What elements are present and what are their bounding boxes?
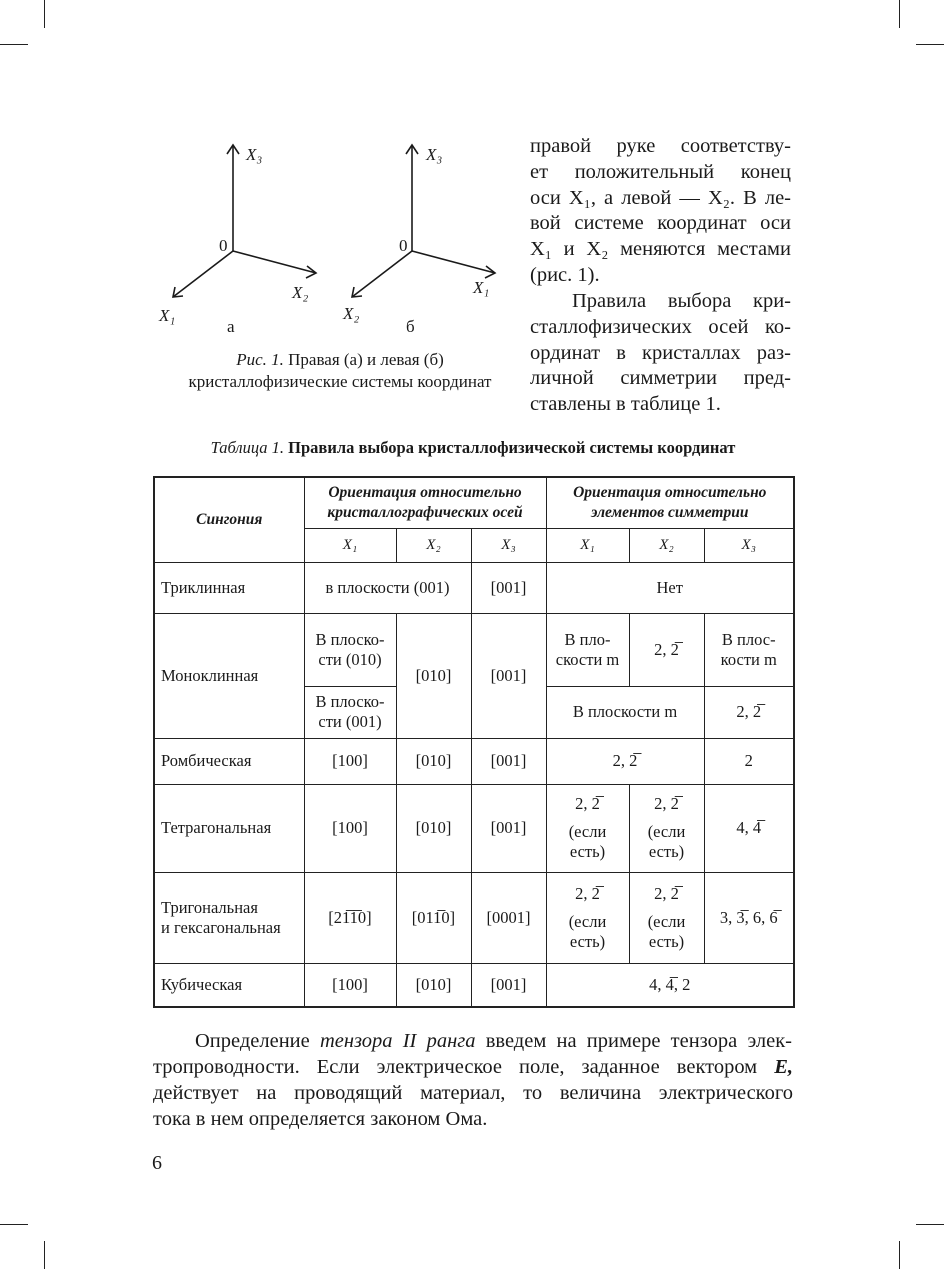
crop-mark: [0, 1224, 28, 1225]
cell: [001]: [471, 562, 546, 613]
cell: [629, 872, 704, 963]
figure-caption-line2: кристаллофизические системы координат: [188, 372, 492, 391]
caption-prefix: Рис. 1.: [236, 350, 284, 369]
body-line: действует на проводящий материал, то величина электрического: [153, 1082, 793, 1104]
header-axis: X₂: [629, 528, 704, 562]
body-line: X₁ и X₂ меняются местами: [530, 238, 791, 260]
body-line: (рис. 1).: [530, 264, 600, 286]
syngony-name: Ромбическая: [154, 738, 304, 784]
table-row: [154, 738, 794, 784]
crop-mark: [0, 44, 28, 45]
cell: 4, 4̅, 2: [546, 963, 794, 1007]
cell-value: 2, 2̅: [575, 883, 600, 903]
page-number: 6: [152, 1152, 162, 1174]
cell: [001]: [471, 613, 546, 738]
vector-symbol: E,: [774, 1056, 793, 1078]
origin-label: 0: [399, 236, 408, 255]
cell-note: (если есть): [568, 822, 607, 861]
subfigure-label: а: [227, 317, 235, 336]
term: тензора II ранга: [319, 1030, 476, 1052]
cell: В плоско-сти (001): [304, 686, 396, 738]
header-crystallographic: Ориентация относительно кристаллографических осей: [304, 477, 546, 528]
cell: [010]: [396, 963, 471, 1007]
crop-mark: [899, 0, 900, 28]
cell: [001]: [471, 963, 546, 1007]
cell: Нет: [546, 562, 794, 613]
body-line: правой руке соответству-: [530, 135, 791, 157]
axis-label: X₃: [426, 145, 443, 164]
cell-note: (если есть): [647, 911, 686, 951]
table-row: [154, 784, 794, 872]
cell-value: 2, 2̅: [654, 794, 679, 813]
body-line: тока в нем определяется законом Ома.: [153, 1108, 488, 1130]
body-line: сталлофизических осей ко-: [530, 316, 791, 338]
crop-mark: [916, 1224, 944, 1225]
cell: В пло-скости m: [546, 613, 629, 686]
origin-label: 0: [219, 236, 228, 255]
name-line: Тригональная: [161, 897, 258, 917]
cell-value: 2, 2̅: [575, 794, 600, 813]
cell: [100]: [304, 784, 396, 872]
syngony-name: [154, 872, 304, 963]
crop-mark: [899, 1241, 900, 1269]
header-axis: X₂: [396, 528, 471, 562]
cell: [011̅0]: [396, 872, 471, 963]
cell: 2: [704, 738, 794, 784]
cell: [0001]: [471, 872, 546, 963]
cell-note: (если есть): [568, 911, 607, 951]
header-axis: X₃: [704, 528, 794, 562]
crop-mark: [916, 44, 944, 45]
cell: [001]: [471, 738, 546, 784]
text: введем на примере тензора элек-: [475, 1030, 792, 1052]
cell-value: 2, 2̅: [654, 883, 679, 903]
header-symmetry: Ориентация относительно элементов симметрии: [546, 477, 794, 528]
name-line: и гексагональная: [161, 917, 281, 937]
text: тропроводности. Если электрическое поле, заданное вектором: [153, 1056, 775, 1078]
header-syngony: Сингония: [154, 477, 304, 562]
header-axis: X₁: [546, 528, 629, 562]
body-line: вой системе координат оси: [530, 212, 791, 234]
cell: [100]: [304, 738, 396, 784]
axis-label: X₂: [343, 304, 360, 323]
table-caption-title: Правила выбора кристаллофизической системы координат: [288, 438, 736, 457]
table-row: [154, 613, 794, 686]
syngony-name: Кубическая: [154, 963, 304, 1007]
cell: 2, 2̅: [546, 738, 704, 784]
body-line: оси X₁, а левой — X₂. В ле-: [530, 187, 791, 209]
cell: [001]: [471, 784, 546, 872]
axis-label: X₂: [292, 283, 309, 302]
cell: [629, 784, 704, 872]
table-row: [154, 872, 794, 963]
syngony-name: Моноклинная: [154, 613, 304, 738]
axis-label: X₁: [473, 278, 490, 297]
header-axis: X₁: [304, 528, 396, 562]
table-caption-prefix: Таблица 1.: [210, 438, 285, 457]
table-caption: [153, 438, 793, 458]
coordinate-systems-figure: [150, 130, 530, 340]
cell: [546, 784, 629, 872]
crop-mark: [44, 0, 45, 28]
cell: [100]: [304, 963, 396, 1007]
body-line: Правила выбора кри-: [572, 290, 791, 312]
cell: 3, 3̅, 6, 6̅: [704, 872, 794, 963]
axes-a: [173, 145, 316, 297]
syngony-name: Триклинная: [154, 562, 304, 613]
figure-caption: [150, 350, 530, 370]
cell: 2, 2̅: [704, 686, 794, 738]
cell: [010]: [396, 613, 471, 738]
body-line: личной симметрии пред-: [530, 367, 791, 389]
cell: В плоскости m: [546, 686, 704, 738]
cell: В плоско-сти (010): [304, 613, 396, 686]
text: Определение: [195, 1030, 320, 1052]
caption-text: Правая (а) и левая (б): [288, 350, 444, 369]
cell: В плос-кости m: [704, 613, 794, 686]
subfigure-label: б: [406, 317, 415, 336]
body-line: [195, 1030, 792, 1053]
header-axis: X₃: [471, 528, 546, 562]
cell: [010]: [396, 784, 471, 872]
cell: 2, 2̅: [629, 613, 704, 686]
cell: 4, 4̅: [704, 784, 794, 872]
axes-b: [352, 145, 495, 297]
body-line: ет положительный конец: [530, 161, 791, 183]
coordinate-rules-table: [153, 476, 795, 1008]
cell: [546, 872, 629, 963]
body-line: [153, 1056, 793, 1079]
cell: в плоскости (001): [304, 562, 471, 613]
syngony-name: Тетрагональная: [154, 784, 304, 872]
cell: [010]: [396, 738, 471, 784]
body-line: ставлены в таблице 1.: [530, 393, 721, 415]
table-row: [154, 562, 794, 613]
table-row: [154, 963, 794, 1007]
cell: [21̅1̅0]: [304, 872, 396, 963]
cell-note: (если есть): [647, 822, 686, 861]
crop-mark: [44, 1241, 45, 1269]
axis-label: X₃: [246, 145, 263, 164]
body-line: ординат в кристаллах раз-: [530, 342, 791, 364]
axis-label: X₁: [159, 306, 176, 325]
